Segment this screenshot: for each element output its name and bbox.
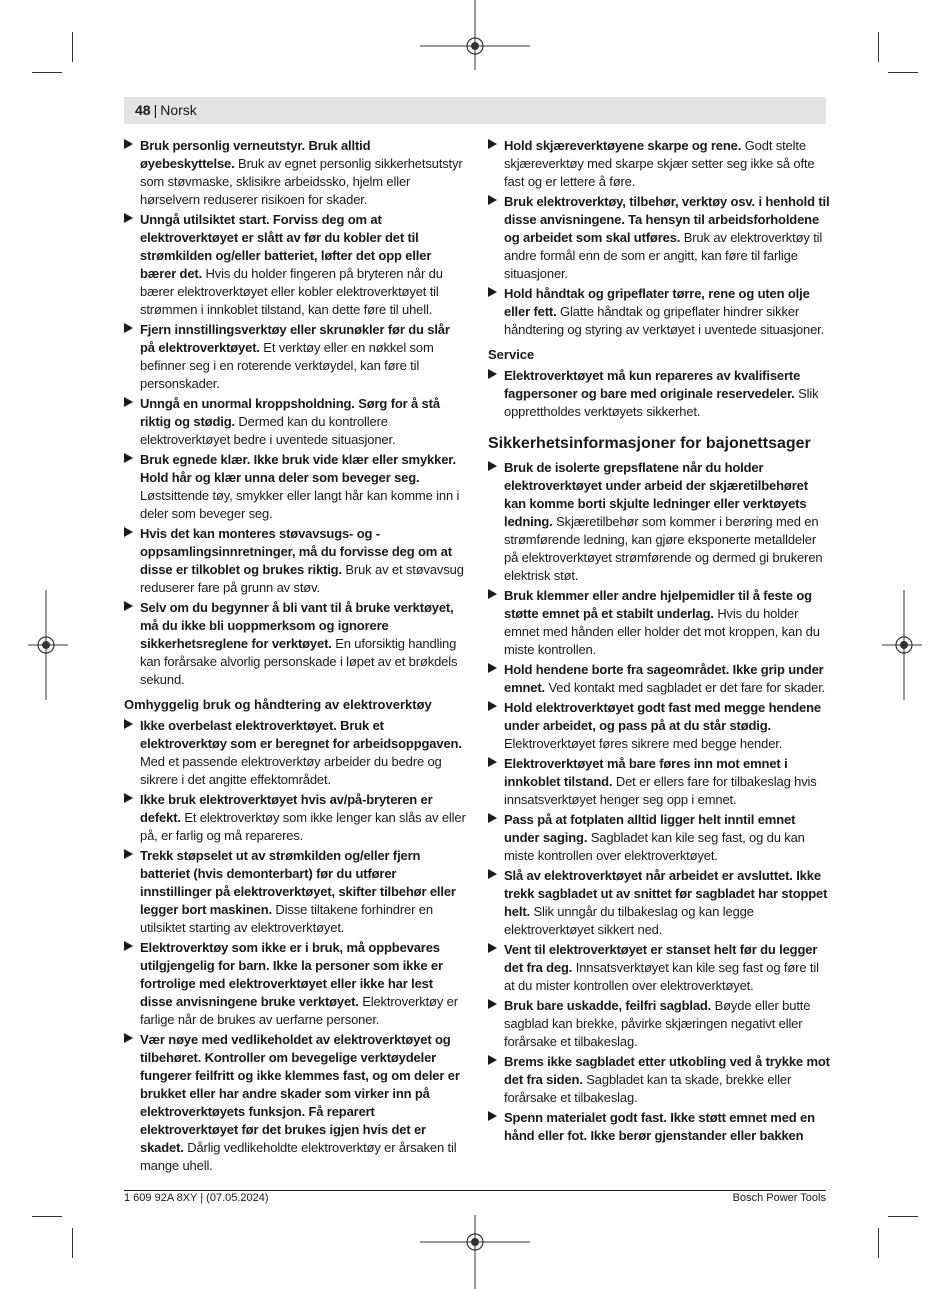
bullet-triangle-icon [124,719,133,729]
bullet-triangle-icon [124,213,133,223]
instruction-explanation-text: Dårlig vedlikeholdte elektroverktøy er årsaken til mange uhell. [140,1140,457,1173]
safety-instruction-item [488,699,830,753]
safety-instruction-item [488,811,830,865]
instruction-bold-text: Bruk personlig verneutstyr. Bruk alltid øyebeskyttelse. [140,138,371,171]
instruction-explanation-text: Glatte håndtak og gripeflater hindrer sikker håndtering og styring av verktøyet i uventede situasjoner. [504,304,825,337]
instruction-bold-text: Selv om du begynner å bli vant til å bruke verktøyet, må du ikke bli uoppmerksom og ignorere sikkerhetsreglene for verktøyet. [140,600,454,651]
instruction-explanation-text: Disse tiltakene forhindrer en utilsiktet starting av elektroverktøyet. [140,902,433,935]
crop-mark-top-right-h [888,72,918,73]
registration-mark-top-icon [420,0,530,80]
crop-mark-bottom-left-v [72,1228,73,1258]
bullet-triangle-icon [124,601,133,611]
bullet-triangle-icon [488,999,497,1009]
bullet-triangle-icon [488,663,497,673]
section-subheading: Omhyggelig bruk og håndtering av elektroverktøy [124,697,432,712]
bullet-triangle-icon [488,869,497,879]
crop-mark-bottom-right-v [878,1228,879,1258]
crop-mark-bottom-left-h [32,1216,62,1217]
instruction-explanation-text: Med et passende elektroverktøy arbeider du bedre og sikrere i det angitte effektområdet. [140,754,442,787]
safety-instruction-item [124,395,466,449]
instruction-bold-text: Slå av elektroverktøyet når arbeidet er avsluttet. Ikke trekk sagbladet ut av snittet før sagbladet har stoppet helt. [504,868,828,919]
instruction-explanation-text: En uforsiktig handling kan forårsake alvorlig personskade i løpet av et brøkdels sekund. [140,636,458,687]
instruction-bold-text: Bruk egnede klær. Ikke bruk vide klær eller smykker. Hold hår og klær unna deler som beveger seg. [140,452,456,485]
instruction-bold-text: Brems ikke sagbladet etter utkobling ved å trykke mot det fra siden. [504,1054,830,1087]
instruction-bold-text: Hold håndtak og gripeflater tørre, rene og uten olje eller fett. [504,286,810,319]
bullet-triangle-icon [488,701,497,711]
instruction-bold-text: Elektroverktøy som ikke er i bruk, må oppbevares utilgjengelig for barn. Ikke la personer som ikke er fortrolige med elektroverktøyet eller ikke har lest disse anvisningene bruke verktøyet. [140,940,443,1009]
safety-instruction-item [488,367,830,421]
safety-instruction-item [488,1109,830,1145]
instruction-explanation-text: Elektroverktøyet føres sikrere med begge hender. [504,736,783,751]
instruction-bold-text: Unngå utilsiktet start. Forviss deg om at elektroverktøyet er slått av før du kobler det til strømkilden og/eller batteriet, løfter det opp eller bærer det. [140,212,432,281]
bullet-triangle-icon [124,453,133,463]
instruction-bold-text: Bruk bare uskadde, feilfri sagblad. [504,998,712,1013]
safety-instruction-item [124,451,466,523]
right-column [488,137,830,1147]
safety-instruction-item [488,755,830,809]
safety-instruction-item [488,137,830,191]
safety-instruction-item [124,939,466,1029]
instruction-bold-text: Spenn materialet godt fast. Ikke støtt emnet med en hånd eller fot. Ikke berør gjenstander eller bakken [504,1110,815,1143]
footer-document-id: 1 609 92A 8XY | (07.05.2024) [124,1192,269,1204]
safety-instruction-item [488,1053,830,1107]
safety-instruction-item [124,321,466,393]
instruction-bold-text: Ikke bruk elektroverktøyet hvis av/på-bryteren er defekt. [140,792,433,825]
bullet-triangle-icon [488,813,497,823]
instruction-bold-text: Bruk klemmer eller andre hjelpemidler til å feste og støtte emnet på et stabilt underlag. [504,588,812,621]
safety-instruction-item [488,941,830,995]
bullet-triangle-icon [488,589,497,599]
instruction-explanation-text: Det er ellers fare for tilbakeslag hvis innsatsverktøyet henger seg opp i emnet. [504,774,817,807]
instruction-explanation-text: Skjæretilbehør som kommer i berøring med en strømførende ledning, kan gjøre eksponerte metalldeler på elektroverktøyet strømførende og dermed gi brukeren elektrisk støt. [504,514,823,583]
instruction-bold-text: Hvis det kan monteres støvavsugs- og -oppsamlingsinnretninger, må du forvisse deg om at disse er tilkoblet og brukes riktig. [140,526,452,577]
instruction-bold-text: Hold elektroverktøyet godt fast med megge hendene under arbeidet, og pass på at du står stødig. [504,700,821,733]
bullet-triangle-icon [488,757,497,767]
safety-instruction-item [488,661,830,697]
crop-mark-bottom-right-h [888,1216,918,1217]
safety-instruction-item [124,791,466,845]
crop-mark-top-right-v [878,32,879,62]
bullet-triangle-icon [488,1111,497,1121]
bullet-triangle-icon [488,369,497,379]
instruction-bold-text: Vent til elektroverktøyet er stanset helt før du legger det fra deg. [504,942,818,975]
safety-instruction-item [124,211,466,319]
safety-instruction-item [124,847,466,937]
bullet-triangle-icon [124,793,133,803]
crop-mark-top-left-v [72,32,73,62]
instruction-explanation-text: Innsatsverktøyet kan kile seg fast og føre til at du mister kontrollen over elektroverktøyet. [504,960,819,993]
registration-mark-bottom-icon [420,1215,530,1289]
instruction-bold-text: Vær nøye med vedlikeholdet av elektroverktøyet og tilbehøret. Kontroller om bevegelige verktøydeler fungerer feilfritt og ikke klemmes fast, og om deler er brukket eller har andre skader som virker inn på elektroverktøyets funksjon. Få reparert elektroverktøyet før det brukes igjen hvis det er skadet. [140,1032,460,1155]
page-header [124,97,826,124]
bullet-triangle-icon [124,849,133,859]
bullet-triangle-icon [124,397,133,407]
instruction-bold-text: Bruk elektroverktøy, tilbehør, verktøy osv. i henhold til disse anvisningene. Ta hensyn til arbeidsforholdene og arbeidet som skal utføres. [504,194,830,245]
safety-instruction-item [488,193,830,283]
section-heading: Sikkerhetsinformasjoner for bajonettsager [488,435,811,452]
instruction-explanation-text: Hvis du holder emnet med hånden eller holder det mot kroppen, kan du miste kontrollen. [504,606,820,657]
instruction-explanation-text: Ved kontakt med sagbladet er det fare for skader. [545,680,826,695]
bullet-triangle-icon [124,527,133,537]
safety-instruction-item [124,717,466,789]
instruction-explanation-text: Sagbladet kan ta skade, brekke eller forårsake et tilbakeslag. [504,1072,792,1105]
instruction-explanation-text: Sagbladet kan kile seg fast, og du kan miste kontrollen over elektroverktøyet. [504,830,805,863]
bullet-triangle-icon [124,941,133,951]
bullet-triangle-icon [488,195,497,205]
instruction-explanation-text: Hvis du holder fingeren på bryteren når du bærer elektroverktøyet eller kobler elektroverktøyet til strømmen i innkoblet tilstand, kan dette føre til uhell. [140,266,443,317]
crop-mark-top-left-h [32,72,62,73]
bullet-triangle-icon [124,139,133,149]
instruction-bold-text: Bruk de isolerte grepsflatene når du holder elektroverktøyet under arbeid der skjæretilbehøret kan komme borti skjulte ledninger eller verktøyets ledning. [504,460,808,529]
instruction-explanation-text: Bruk av egnet personlig sikkerhetsutstyr som støvmaske, sklisikre arbeidssko, hjelm eller hørselvern reduserer risikoen for skader. [140,156,463,207]
instruction-explanation-text: Et elektroverktøy som ikke lenger kan slås av eller på, er farlig og må repareres. [140,810,466,843]
instruction-bold-text: Ikke overbelast elektroverktøyet. Bruk et elektroverktøy som er beregnet for arbeidsoppgaven. [140,718,462,751]
instruction-bold-text: Unngå en unormal kroppsholdning. Sørg for å stå riktig og stødig. [140,396,440,429]
bullet-triangle-icon [488,461,497,471]
bullet-triangle-icon [124,323,133,333]
left-column [124,137,466,1177]
safety-instruction-item [488,997,830,1051]
instruction-bold-text: Elektroverktøyet må bare føres inn mot emnet i innkoblet tilstand. [504,756,788,789]
header-separator: | [153,102,158,118]
instruction-explanation-text: Løstsittende tøy, smykker eller langt hår kan komme inn i deler som beveger seg. [140,488,460,521]
bullet-triangle-icon [124,1033,133,1043]
bullet-triangle-icon [488,943,497,953]
bullet-triangle-icon [488,287,497,297]
bullet-triangle-icon [488,1055,497,1065]
safety-instruction-item [124,137,466,209]
instruction-bold-text: Elektroverktøyet må kun repareres av kvalifiserte fagpersoner og bare med originale reservedeler. [504,368,801,401]
safety-instruction-item [488,459,830,585]
header-language: Norsk [160,102,197,118]
instruction-explanation-text: Slik unngår du tilbakeslag og kan legge elektroverktøyet sikkert ned. [504,904,754,937]
page-number: 48 [135,102,151,118]
safety-instruction-item [488,285,830,339]
instruction-explanation-text: Et verktøy eller en nøkkel som befinner seg i en roterende verktøydel, kan føre til personskader. [140,340,434,391]
registration-mark-right-icon [882,590,922,700]
instruction-bold-text: Pass på at fotplaten alltid ligger helt inntil emnet under saging. [504,812,796,845]
instruction-explanation-text: Bruk av et støvavsug reduserer fare på grunn av støv. [140,562,464,595]
instruction-explanation-text: Bruk av elektroverktøy til andre formål enn de som er angitt, kan føre til farlige situasjoner. [504,230,823,281]
section-subheading: Service [488,347,535,362]
instruction-explanation-text: Bøyde eller butte sagblad kan brekke, påvirke skjæringen negativt eller forårsake et tilbakeslag. [504,998,811,1049]
safety-instruction-item [124,1031,466,1175]
instruction-bold-text: Hold skjæreverktøyene skarpe og rene. [504,138,742,153]
safety-instruction-item [488,867,830,939]
instruction-explanation-text: Dermed kan du kontrollere elektroverktøyet bedre i uventede situasjoner. [140,414,396,447]
safety-instruction-item [124,599,466,689]
instruction-bold-text: Fjern innstillingsverktøy eller skrunøkler før du slår på elektroverktøyet. [140,322,450,355]
footer-brand: Bosch Power Tools [732,1192,826,1204]
instruction-bold-text: Hold hendene borte fra sageområdet. Ikke grip under emnet. [504,662,824,695]
instruction-bold-text: Trekk støpselet ut av strømkilden og/eller fjern batteriet (hvis demonterbart) før du utfører innstillinger på elektroverktøyet, skifter tilbehør eller legger bort maskinen. [140,848,456,917]
registration-mark-left-icon [28,590,68,700]
instruction-explanation-text: Elektroverktøy er farlige når de brukes av uerfarne personer. [140,994,458,1027]
instruction-explanation-text: Godt stelte skjæreverktøy med skarpe skjær setter seg ikke så ofte fast og er lettere å føre. [504,138,815,189]
instruction-explanation-text: Slik opprettholdes verktøyets sikkerhet. [504,386,819,419]
safety-instruction-item [124,525,466,597]
footer-divider [124,1190,826,1191]
safety-instruction-item [488,587,830,659]
bullet-triangle-icon [488,139,497,149]
